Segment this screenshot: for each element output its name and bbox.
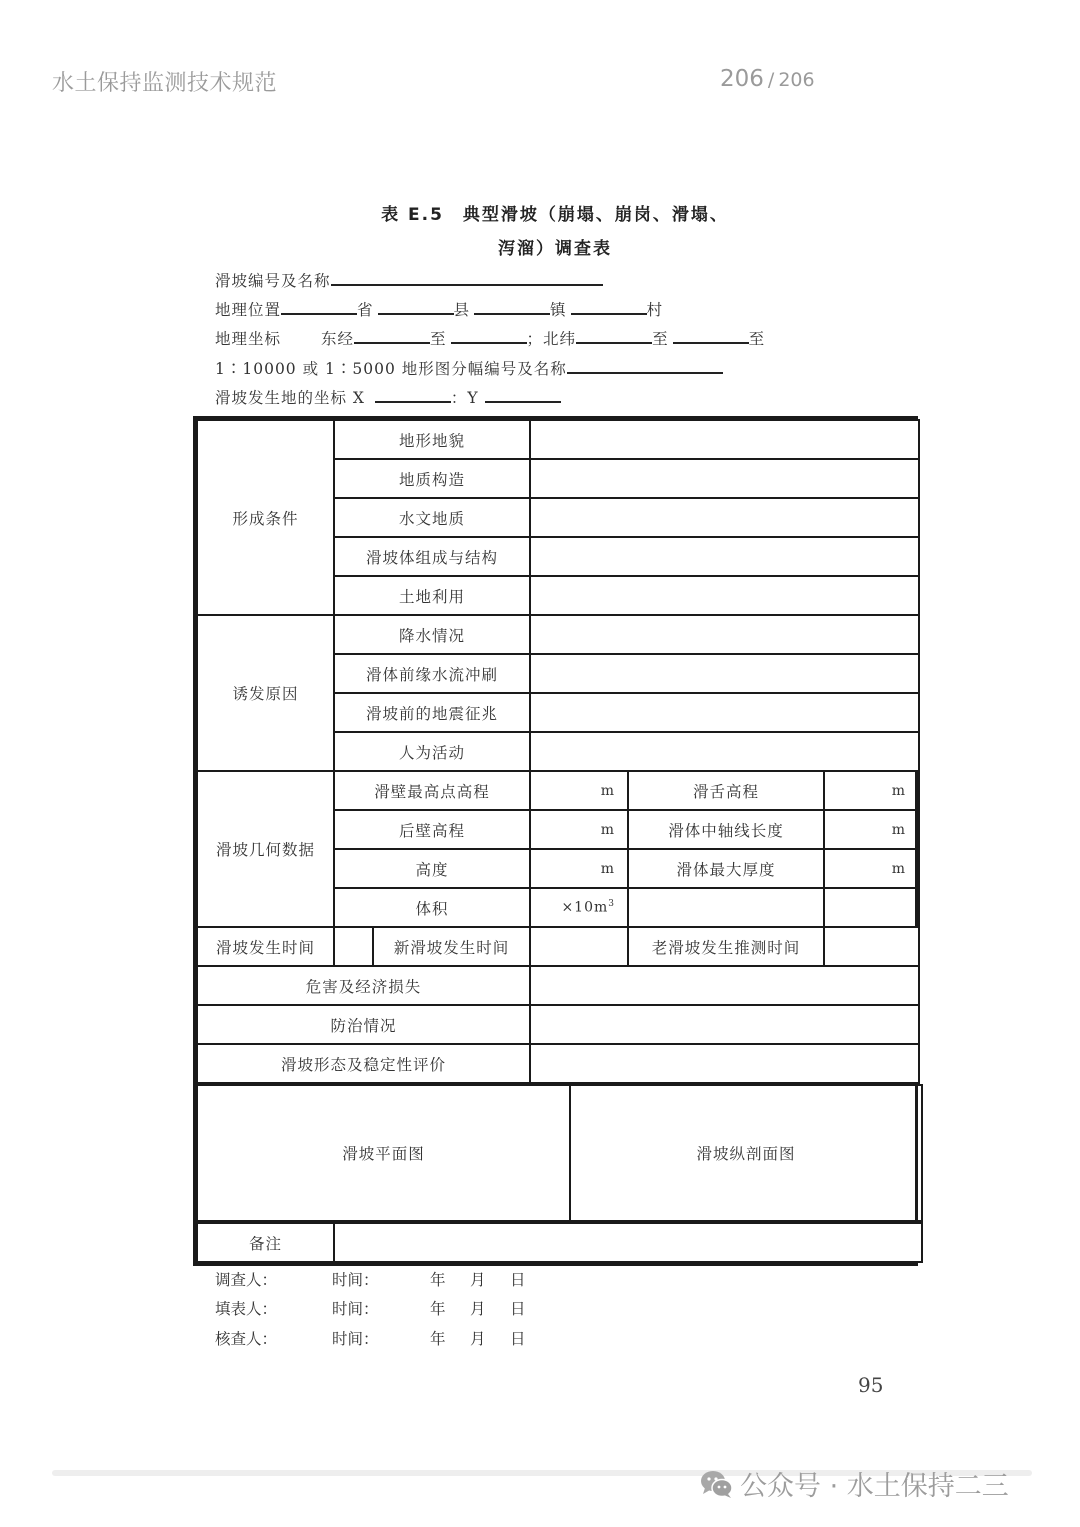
watermark-text: 公众号 · 水土保持二三 (740, 1471, 1009, 1502)
month-label: 月 (470, 1271, 486, 1289)
province-blank[interactable] (281, 299, 357, 315)
map-sheet-blank[interactable] (567, 358, 723, 374)
field-site-coordinates (215, 386, 561, 408)
table-row (197, 1223, 922, 1262)
trigger-value[interactable] (530, 693, 919, 732)
formation-item: 地质构造 (334, 459, 530, 498)
trigger-value[interactable] (530, 732, 919, 771)
north-to-blank[interactable] (673, 328, 749, 344)
geometry-item-empty[interactable] (628, 888, 824, 927)
site-y-blank[interactable] (485, 387, 561, 403)
remarks-label: 备注 (197, 1223, 334, 1262)
field-map-sheet (215, 357, 723, 379)
geometry-group: 滑坡几何数据 (197, 771, 334, 927)
village-label: 村 (646, 301, 664, 319)
site-x-label: 滑坡发生地的坐标 X (215, 389, 365, 407)
formation-item: 水文地质 (334, 498, 530, 537)
north-label: ；北纬 (526, 330, 577, 348)
field-location (215, 298, 663, 320)
month-label: 月 (470, 1300, 486, 1318)
year-label: 年 (430, 1271, 446, 1289)
geometry-value[interactable]: m (530, 771, 628, 810)
survey-table (193, 416, 918, 1266)
wechat-icon (700, 1469, 734, 1499)
county-label: 县 (453, 301, 471, 319)
location-label: 地理位置 (215, 301, 282, 319)
page-total: 206 (778, 69, 815, 91)
east-label: 东经 (321, 330, 355, 348)
field-name (215, 269, 603, 291)
time-label: 时间： (332, 1271, 379, 1289)
day-label: 日 (510, 1300, 526, 1318)
formation-item: 滑坡体组成与结构 (334, 537, 530, 576)
geometry-value-empty[interactable] (824, 888, 919, 927)
table-row (197, 1044, 919, 1083)
table-row (197, 966, 919, 1005)
month-label: 月 (470, 1330, 486, 1348)
page-number: 95 (858, 1373, 884, 1397)
trigger-item: 降水情况 (334, 615, 530, 654)
occurrence-time-value[interactable] (334, 927, 373, 966)
geometry-item: 体积 (334, 888, 530, 927)
day-label: 日 (510, 1271, 526, 1289)
damage-label: 危害及经济损失 (197, 966, 530, 1005)
trigger-value[interactable] (530, 654, 919, 693)
field-coordinates (215, 327, 765, 349)
evaluation-value[interactable] (530, 1044, 919, 1083)
to-label: 至 (652, 330, 669, 348)
new-slide-time-value[interactable] (530, 927, 628, 966)
county-blank[interactable] (378, 299, 454, 315)
coord-label: 地理坐标 (215, 330, 282, 348)
plan-map-area[interactable]: 滑坡平面图 (197, 1085, 570, 1221)
east-to-blank[interactable] (451, 328, 527, 344)
doc-title: 水土保持监测技术规范 (52, 71, 278, 96)
geometry-item: 滑舌高程 (628, 771, 824, 810)
formation-value[interactable] (530, 576, 919, 615)
geometry-item: 滑壁最高点高程 (334, 771, 530, 810)
formation-value[interactable] (530, 459, 919, 498)
geometry-item: 后壁高程 (334, 810, 530, 849)
page-separator: / (767, 69, 775, 91)
reviewer-label: 核查人： (215, 1330, 278, 1348)
town-label: 镇 (550, 301, 567, 319)
formation-item: 土地利用 (334, 576, 530, 615)
north-from-blank[interactable] (576, 328, 652, 344)
page-current: 206 (720, 66, 764, 92)
trigger-item: 滑体前缘水流冲刷 (334, 654, 530, 693)
geometry-value[interactable]: m (824, 771, 919, 810)
investigator-label: 调查人： (215, 1271, 278, 1289)
formation-group: 形成条件 (197, 420, 334, 615)
volume-unit: ×10m (561, 899, 609, 916)
table-row (197, 1085, 922, 1221)
occurrence-time-label: 滑坡发生时间 (197, 927, 334, 966)
village-blank[interactable] (571, 299, 647, 315)
formation-value[interactable] (530, 420, 919, 459)
table-row (197, 420, 919, 459)
table-title-line1: 表 E.5 典型滑坡（崩塌、崩岗、滑塌、 (381, 205, 729, 225)
geometry-value[interactable]: m (530, 849, 628, 888)
to-label: 至 (748, 330, 766, 348)
geometry-item: 滑体最大厚度 (628, 849, 824, 888)
time-label: 时间： (332, 1300, 379, 1318)
site-y-label: ：Y (450, 389, 479, 407)
name-blank[interactable] (331, 270, 603, 286)
old-slide-time-label: 老滑坡发生推测时间 (628, 927, 824, 966)
site-x-blank[interactable] (375, 387, 451, 403)
page-indicator (720, 66, 815, 92)
damage-value[interactable] (530, 966, 919, 1005)
year-label: 年 (430, 1330, 446, 1348)
geometry-item: 滑体中轴线长度 (628, 810, 824, 849)
map-sheet-label: 1∶10000 或 1∶5000 地形图分幅编号及名称 (215, 360, 567, 378)
table-row (197, 615, 919, 654)
province-label: 省 (357, 301, 374, 319)
volume-value[interactable] (530, 888, 628, 927)
formation-item: 地形地貌 (334, 420, 530, 459)
name-label: 滑坡编号及名称 (215, 272, 331, 290)
year-label: 年 (430, 1300, 446, 1318)
geometry-item: 高度 (334, 849, 530, 888)
table-title-line2: 泻溜）调查表 (498, 239, 612, 259)
time-label: 时间： (332, 1330, 379, 1348)
town-blank[interactable] (474, 299, 550, 315)
triggers-group: 诱发原因 (197, 615, 334, 771)
evaluation-label: 滑坡形态及稳定性评价 (197, 1044, 530, 1083)
geometry-value[interactable]: m (824, 849, 919, 888)
trigger-item: 滑坡前的地震征兆 (334, 693, 530, 732)
profile-map-area[interactable]: 滑坡纵剖面图 (570, 1085, 922, 1221)
day-label: 日 (510, 1330, 526, 1348)
filler-label: 填表人： (215, 1300, 278, 1318)
formation-value[interactable] (530, 498, 919, 537)
volume-unit-exponent: 3 (608, 899, 616, 910)
new-slide-time-label: 新滑坡发生时间 (373, 927, 530, 966)
watermark (700, 1464, 1009, 1503)
to-label: 至 (430, 330, 447, 348)
trigger-value[interactable] (530, 615, 919, 654)
east-from-blank[interactable] (354, 328, 430, 344)
table-row (197, 927, 919, 966)
geometry-value[interactable]: m (530, 810, 628, 849)
remarks-value[interactable] (334, 1223, 922, 1262)
table-row (197, 1005, 919, 1044)
geometry-value[interactable]: m (824, 810, 919, 849)
prevention-label: 防治情况 (197, 1005, 530, 1044)
formation-value[interactable] (530, 537, 919, 576)
trigger-item: 人为活动 (334, 732, 530, 771)
prevention-value[interactable] (530, 1005, 919, 1044)
old-slide-time-value[interactable] (824, 927, 919, 966)
table-row (197, 771, 919, 810)
